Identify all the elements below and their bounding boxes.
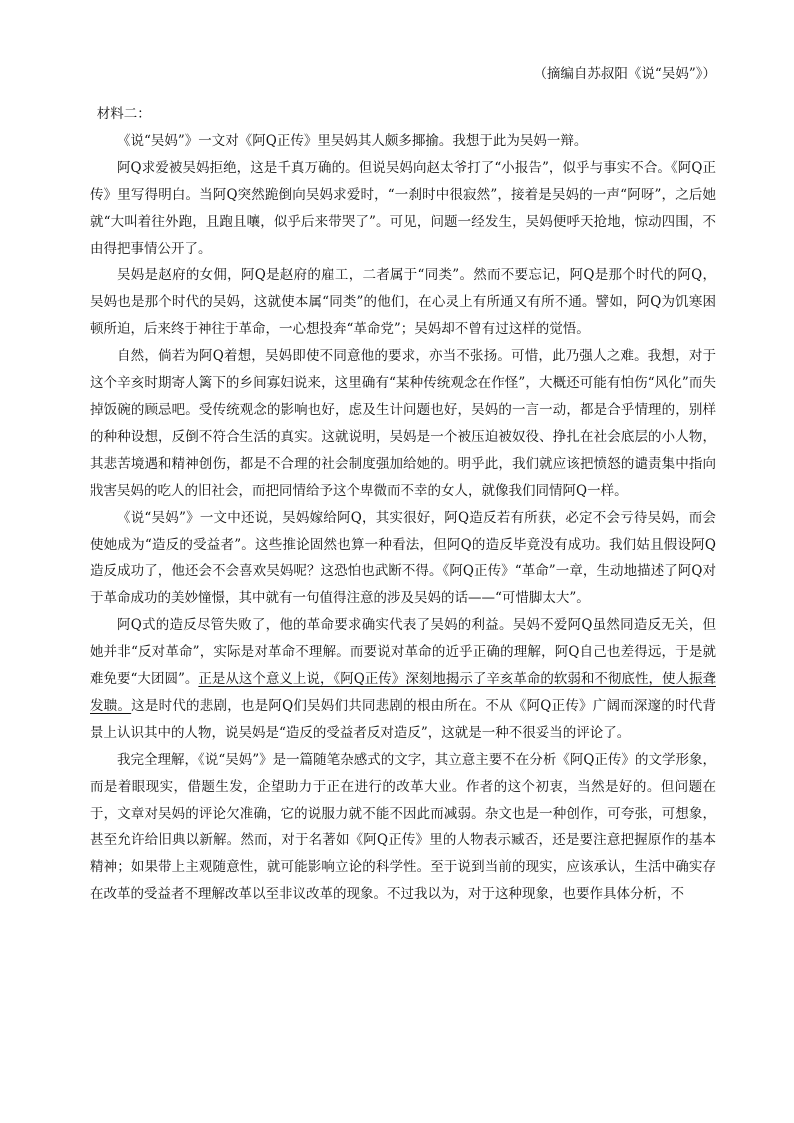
article-body — [90, 101, 716, 908]
underlined-sentence: 正是从这个意义上说，《阿Q正传》深刻地揭示了辛亥革命的软弱和不彻底性，使人振聋发聩。 — [90, 671, 716, 714]
paragraph-6 — [90, 612, 716, 747]
paragraph-6-after: 这是时代的悲剧，也是阿Q们吴妈们共同悲剧的根由所在。不从《阿Q正传》广阔而深邃的时代背景上认识其中的人物，说吴妈是“造反的受益者反对造反”，这就是一种不很妥当的评论了。 — [90, 697, 717, 741]
paragraph-2: 阿Q求爱被吴妈拒绝，这是千真万确的。但说吴妈向赵太爷打了“小报告”，似乎与事实不合。《阿Q正传》里写得明白。当阿Q突然跪倒向吴妈求爱时，“一刹时中很寂然”，接着是吴妈的一声“阿呀”，之后她就“大叫着往外跑，且跑且嚷，似乎后来带哭了”。可见，问题一经发生，吴妈便呼天抢地，惊动四围，不由得把事情公开了。 — [90, 159, 716, 257]
section-heading: 材料二： — [96, 106, 151, 122]
paragraph-7: 我完全理解，《说“吴妈”》是一篇随笔杂感式的文字，其立意主要不在分析《阿Q正传》的文学形象，而是着眼现实，借题生发，企望助力于正在进行的改革大业。作者的这个初衷，当然是好的。但问题在于，文章对吴妈的评论欠准确，它的说服力就不能不因此而减弱。杂文也是一种创作，可夸张，可想象，甚至允许给旧典以新解。然而，对于名著如《阿Q正传》里的人物表示臧否，还是要注意把握原作的基本精神；如果带上主观随意性，就可能影响立论的科学性。至于说到当前的现实，应该承认，生活中确实存在改革的受益者不理解改革以至非议改革的现象。不过我以为，对于这种现象，也要作具体分析，不 — [90, 751, 716, 903]
paragraph-3: 吴妈是赵府的女佣，阿Q是赵府的雇工，二者属于“同类”。然而不要忘记，阿Q是那个时代的阿Q，吴妈也是那个时代的吴妈，这就使本属“同类”的他们，在心灵上有所通又有所不通。譬如，阿Q为饥寒困顿所迫，后来终于神往于革命，一心想投奔“革命党”；吴妈却不曾有过这样的觉悟。 — [90, 267, 716, 338]
paragraph-5: 《说“吴妈”》一文中还说，吴妈嫁给阿Q，其实很好，阿Q造反若有所获，必定不会亏待吴妈，而会使她成为“造反的受益者”。这些推论固然也算一种看法，但阿Q的造反毕竟没有成功。我们姑且假设阿Q造反成功了，他还会不会喜欢吴妈呢？这恐怕也武断不得。《阿Q正传》“革命”一章，生动地描述了阿Q对于革命成功的美妙憧憬，其中就有一句值得注意的涉及吴妈的话——“可惜脚太大”。 — [90, 509, 716, 607]
paragraph-6-before: 阿Q式的造反尽管失败了，他的革命要求确实代表了吴妈的利益。吴妈不爱阿Q虽然同造反无关，但她并非“反对革命”，实际是对革命不理解。而要说对革命的近乎正确的理解，阿Q自己也差得远，于是就难免要“大团圆”。 — [90, 617, 716, 688]
paragraph-1: 《说“吴妈”》一文对《阿Q正传》里吴妈其人颇多揶揄。我想于此为吴妈一辩。 — [117, 132, 588, 149]
paragraph-4: 自然，倘若为阿Q着想，吴妈即使不同意他的要求，亦当不张扬。可惜，此乃强人之难。我想，对于这个辛亥时期寄人篱下的乡间寡妇说来，这里确有“某种传统观念在作怪”，大概还可能有怕伤“风化”而失掉饭碗的顾忌吧。受传统观念的影响也好，虑及生计问题也好，吴妈的一言一动，都是合乎情理的，别样的种种设想，反倒不符合生活的真实。这就说明，吴妈是一个被压迫被奴役、挣扎在社会底层的小人物，其悲苦境遇和精神创伤，都是不合理的社会制度强加给她的。明乎此，我们就应该把愤怒的谴责集中指向戕害吴妈的吃人的旧社会，而把同情给予这个卑微而不幸的女人，就像我们同情阿Q一样。 — [90, 348, 716, 499]
source-attribution: （摘编自苏叔阳《说“吴妈”》） — [533, 66, 716, 82]
